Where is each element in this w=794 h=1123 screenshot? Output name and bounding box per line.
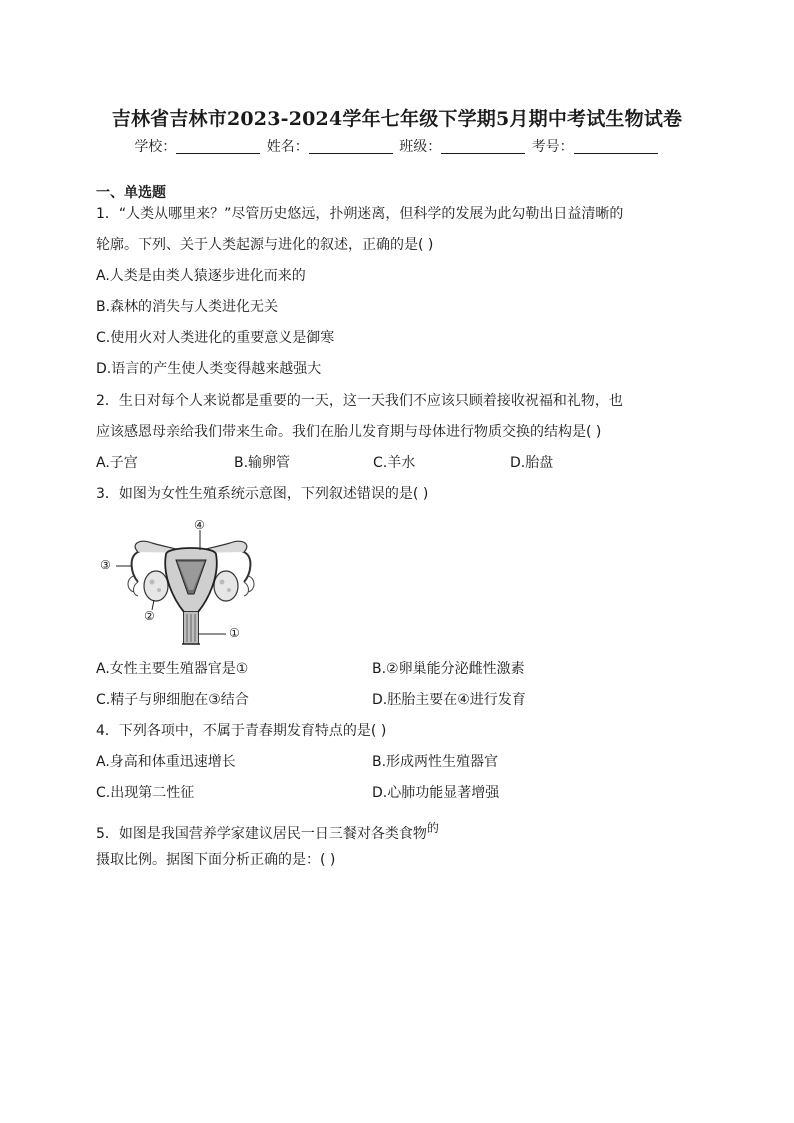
q3-stem: 3．如图为女性生殖系统示意图，下列叙述错误的是( ) (96, 486, 429, 502)
q4-options-row1 (96, 752, 696, 772)
q3-option-c: C.精子与卵细胞在③结合 (96, 692, 249, 708)
q2-stem-line2: 应该感恩母亲给我们带来生命。我们在胎儿发育期与母体进行物质交换的结构是( ) (96, 424, 602, 440)
q1-stem-line1: 1．“人类从哪里来？”尽管历史悠远，扑朔迷离，但科学的发展为此勾勒出日益清晰的 (96, 206, 624, 222)
page-title: 吉林省吉林市2023-2024学年七年级下学期5月期中考试生物试卷 (111, 108, 683, 130)
q3-option-a: A.女性主要生殖器官是① (96, 661, 249, 677)
q2-option-d: D.胎盘 (510, 455, 554, 471)
name-blank (309, 139, 393, 154)
exam-number-blank (574, 139, 658, 154)
section-heading: 一、单选题 (96, 185, 166, 201)
figure-label-4: ④ (194, 518, 205, 532)
q3-options-row2 (96, 690, 696, 710)
q2-options (96, 453, 696, 473)
q1-option-c: C.使用火对人类进化的重要意义是御寒 (96, 330, 335, 346)
q4-options-row2 (96, 783, 696, 803)
q4-stem: 4．下列各项中，不属于青春期发育特点的是( ) (96, 723, 387, 739)
q2-option-a: A.子宫 (96, 455, 138, 471)
school-label: 学校： (134, 139, 177, 155)
name-label: 姓名： (266, 139, 309, 155)
class-label: 班级： (399, 139, 442, 155)
q5-stem-line2: 摄取比例。据图下面分析正确的是：( ) (96, 852, 336, 868)
exam-number-label: 考号： (531, 139, 574, 155)
q3-options-row1 (96, 659, 696, 679)
class-blank (441, 139, 525, 154)
q5-stem-line1-text: 5．如图是我国营养学家建议居民一日三餐对各类食物 (96, 826, 427, 842)
q1-option-a: A.人类是由类人猿逐步进化而来的 (96, 268, 306, 284)
school-blank (176, 139, 260, 154)
q1-option-b: B.森林的消失与人类进化无关 (96, 299, 279, 315)
q2-option-b: B.输卵管 (234, 455, 291, 471)
q1-option-d: D.语言的产生使人类变得越来越强大 (96, 361, 322, 377)
figure-label-3: ③ (100, 558, 111, 572)
q5-stem-line1-suffix: 的 (426, 821, 439, 835)
figure-label-2: ② (144, 609, 155, 623)
q5-stem-line1 (96, 818, 439, 844)
q4-option-a: A.身高和体重迅速增长 (96, 754, 236, 770)
q1-stem-line2: 轮廓。下列、关于人类起源与进化的叙述，正确的是( ) (96, 237, 434, 253)
q3-option-d: D.胚胎主要在④进行发育 (372, 692, 526, 708)
q3-option-b: B.②卵巢能分泌雌性激素 (372, 661, 525, 677)
student-info-line (0, 136, 794, 156)
uterus-diagram (98, 516, 284, 650)
female-reproductive-system-figure (98, 516, 284, 650)
q4-option-d: D.心肺功能显著增强 (372, 785, 500, 801)
q4-option-b: B.形成两性生殖器官 (372, 754, 499, 770)
q2-stem-line1: 2．生日对每个人来说都是重要的一天，这一天我们不应该只顾着接收祝福和礼物，也 (96, 393, 623, 409)
q4-option-c: C.出现第二性征 (96, 785, 195, 801)
figure-label-1: ① (229, 626, 240, 640)
q2-option-c: C.羊水 (373, 455, 416, 471)
